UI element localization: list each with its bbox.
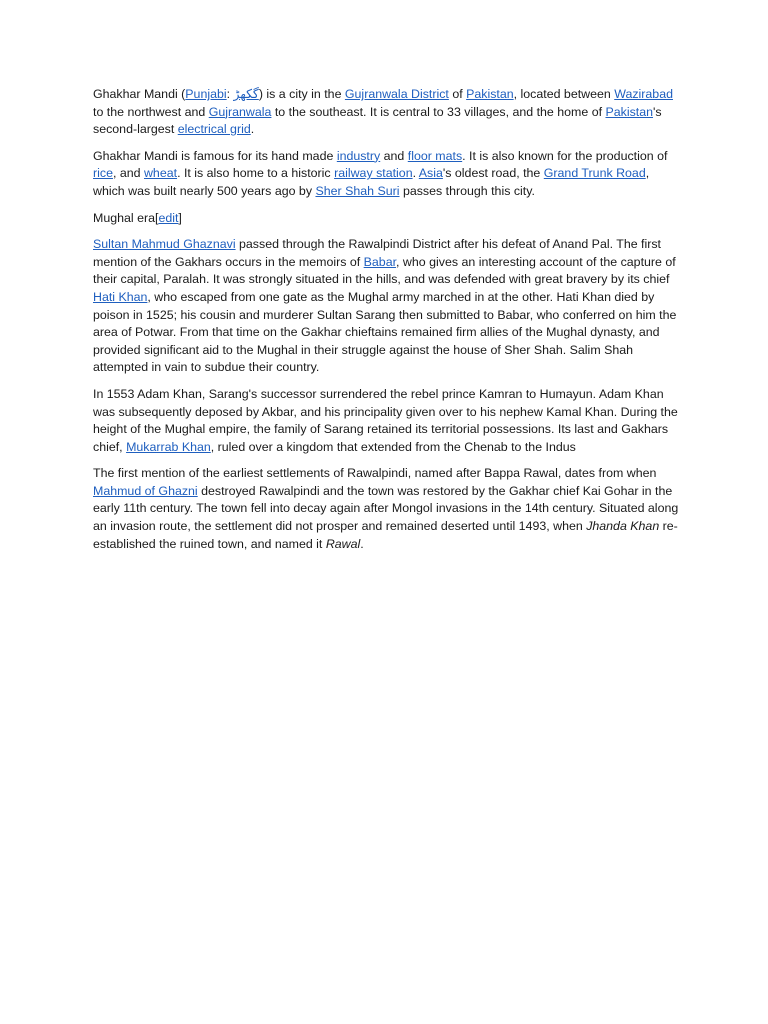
text-run: , who escaped from one gate as the Mughal army marched in at the other. Hati Khan died by poison in 1525; his cousin and murderer Sultan Sarang then submitted to Babar, who conferred on him the area of Potwar. From that time on the Gakhar chieftains remained firm allies of the Mughal dynasty, and provided significant aid to the Mughal in their struggle against the house of Sher Shah. Salim Shah attempted in vain to subdue their country. <box>93 289 677 375</box>
inline-link[interactable]: rice <box>93 166 113 181</box>
inline-link[interactable]: electrical grid <box>177 122 251 137</box>
text-run: . It is also known for the production of <box>462 148 668 163</box>
inline-link[interactable]: railway station <box>334 166 413 181</box>
inline-link[interactable]: industry <box>336 148 381 163</box>
text-run: 's oldest road, the <box>442 166 544 181</box>
gakhars-history-paragraph <box>93 236 683 377</box>
inline-link[interactable]: گکھڑ <box>233 87 259 101</box>
inline-link[interactable]: Pakistan <box>605 104 654 119</box>
inline-link[interactable]: Wazirabad <box>614 87 673 101</box>
text-run: In 1553 Adam Khan, Sarang's successor surrendered the rebel prince Kamran to Humayun. Adam Khan was subsequently deposed by Akbar, and his principality given over to his nephew Kamal Khan. During the height of the Mughal empire, the family of Sarang retained its territorial possessions. Its last and Gakhars chief, <box>93 386 678 454</box>
inline-link[interactable]: Mukarrab Khan <box>126 439 211 454</box>
italic-text: Jhanda Khan <box>586 519 660 534</box>
text-run: ] <box>178 210 182 225</box>
inline-link[interactable]: wheat <box>143 166 178 181</box>
text-run: Ghakhar Mandi ( <box>93 87 186 101</box>
inline-link[interactable]: Gujranwala District <box>344 87 449 101</box>
text-run: , and <box>112 166 144 181</box>
inline-link[interactable]: Mahmud of Ghazni <box>93 483 198 498</box>
inline-link[interactable]: Punjabi <box>185 87 227 101</box>
italic-text: Rawal <box>325 536 361 551</box>
text-run: of <box>448 87 467 101</box>
inline-link[interactable]: Asia <box>418 166 443 181</box>
intro-paragraph <box>93 86 683 139</box>
text-run: to the northwest and <box>93 104 209 119</box>
text-run: passed through the Rawalpindi District after his defeat of Anand Pal. The first mention of the Gakhars occurs in the memoirs of <box>93 237 661 269</box>
text-run: The first mention of the earliest settlements of Rawalpindi, named after Bappa Rawal, dates from when <box>93 466 657 481</box>
inline-link[interactable]: Sher Shah Suri <box>315 183 400 198</box>
adam-khan-paragraph <box>93 386 683 456</box>
text-run: , which was built nearly 500 years ago by <box>93 166 650 198</box>
text-run: and <box>380 148 408 163</box>
text-run: : <box>226 87 234 101</box>
inline-link[interactable]: Pakistan <box>466 87 514 101</box>
text-run: . <box>360 536 364 551</box>
text-run: to the southeast. It is central to 33 villages, and the home of <box>271 104 606 119</box>
text-run: destroyed Rawalpindi and the town was restored by the Gakhar chief Kai Gohar in the early 11th century. The town fell into decay again after Mongol invasions in the 14th century. Situated along an invasion route, the settlement did not prosper and remained deserted until 1493, when <box>93 483 679 534</box>
section-heading-mughal-era <box>93 210 683 228</box>
text-run: , located between <box>513 87 615 101</box>
inline-link[interactable]: edit <box>158 210 179 225</box>
text-run: Ghakhar Mandi is famous for its hand made <box>93 148 337 163</box>
text-run: . It is also home to a historic <box>177 166 335 181</box>
text-run: . <box>250 122 255 137</box>
text-run: passes through this city. <box>399 183 535 198</box>
inline-link[interactable]: Gujranwala <box>208 104 272 119</box>
inline-link[interactable]: Babar <box>363 254 397 269</box>
text-run: Mughal era[ <box>93 210 159 225</box>
inline-link[interactable]: floor mats <box>407 148 463 163</box>
inline-link[interactable]: Sultan Mahmud Ghaznavi <box>93 237 236 252</box>
inline-link[interactable]: Grand Trunk Road <box>543 166 646 181</box>
text-run: . <box>412 166 419 181</box>
text-run: ) is a city in the <box>258 87 345 101</box>
industry-paragraph <box>93 148 683 201</box>
text-run: 's second-largest <box>93 104 662 137</box>
text-run: , who gives an interesting account of the capture of their capital, Paralah. It was strongly situated in the hills, and was defended with great bravery by its chief <box>93 254 676 287</box>
text-run: re-established the ruined town, and named it <box>93 519 678 551</box>
rawalpindi-paragraph <box>93 465 683 553</box>
text-run: , ruled over a kingdom that extended from the Chenab to the Indus <box>210 439 576 454</box>
document-body <box>93 86 683 562</box>
inline-link[interactable]: Hati Khan <box>93 289 148 304</box>
